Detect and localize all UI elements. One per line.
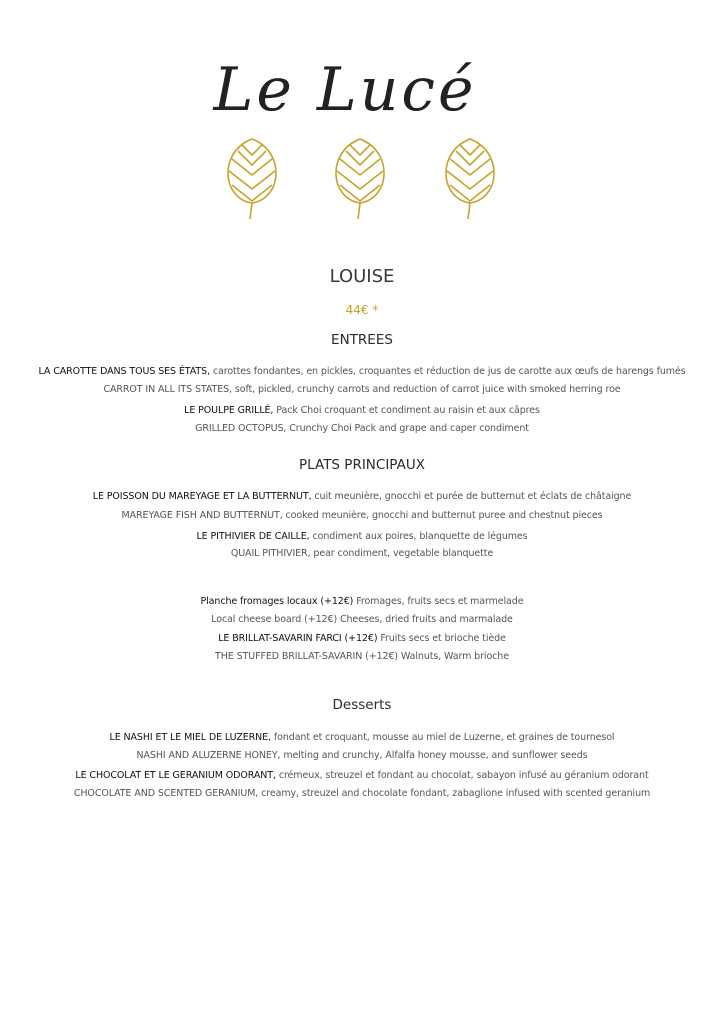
desserts-heading: Desserts	[332, 697, 392, 713]
dish-line	[0, 770, 724, 781]
logo-text: Le Lucé	[213, 55, 477, 125]
dish-description: carottes fondantes, en pickles, croquantes et réduction de jus de carotte aux œufs de harengs fumés	[209, 366, 686, 377]
plats-heading: PLATS PRINCIPAUX	[299, 457, 425, 473]
dish-line	[0, 596, 724, 607]
menu-title: LOUISE	[329, 266, 395, 287]
dish-english: THE STUFFED BRILLAT-SAVARIN (+12€) Walnuts, Warm brioche	[215, 651, 509, 662]
entrees-heading: ENTREES	[331, 332, 393, 348]
le-luce-logo	[185, 50, 505, 130]
dish-name: LE NASHI ET LE MIEL DE LUZERNE,	[109, 732, 271, 743]
dish-description: Fruits secs et brioche tiède	[377, 633, 506, 644]
dish-name: Planche fromages locaux (+12€)	[200, 596, 354, 607]
dish-description: Pack Choi croquant et condiment au raisin et aux câpres	[273, 405, 540, 416]
dish-line	[0, 531, 724, 542]
dish-description: cuit meunière, gnocchi et purée de butternut et éclats de châtaigne	[311, 491, 632, 502]
dish-name: LE POULPE GRILLÉ,	[184, 405, 274, 416]
dish-english: CARROT IN ALL ITS STATES, soft, pickled, crunchy carrots and reduction of carrot juice with smoked herring roe	[103, 384, 621, 395]
pine-cone-icon	[222, 135, 282, 223]
menu-price: 44€ *	[345, 303, 379, 317]
dish-english: CHOCOLATE AND SCENTED GERANIUM, creamy, streuzel and chocolate fondant, zabaglione infused with scented geranium	[73, 788, 651, 799]
dish-name: LE BRILLAT-SAVARIN FARCI (+12€)	[218, 633, 378, 644]
dish-description: crémeux, streuzel et fondant au chocolat, sabayon infusé au géranium odorant	[275, 770, 649, 781]
dish-line	[0, 405, 724, 416]
dish-english: QUAIL PITHIVIER, pear condiment, vegetable blanquette	[230, 548, 494, 559]
dish-name: LE CHOCOLAT ET LE GERANIUM ODORANT,	[75, 770, 276, 781]
dish-name: LE POISSON DU MAREYAGE ET LA BUTTERNUT,	[92, 491, 312, 502]
dish-line	[0, 732, 724, 743]
dish-line	[0, 491, 724, 502]
dish-english: Local cheese board (+12€) Cheeses, dried fruits and marmalade	[211, 614, 513, 625]
dish-line	[0, 633, 724, 644]
dish-description: condiment aux poires, blanquette de légumes	[309, 531, 528, 542]
dish-name: LA CAROTTE DANS TOUS SES ÉTATS,	[38, 366, 210, 377]
dish-english: GRILLED OCTOPUS, Crunchy Choi Pack and grape and caper condiment	[195, 423, 529, 434]
dish-line	[0, 366, 724, 377]
pine-cone-icon	[440, 135, 500, 223]
dish-english: MAREYAGE FISH AND BUTTERNUT, cooked meunière, gnocchi and butternut puree and chestnut pieces	[121, 510, 603, 521]
dish-description: fondant et croquant, mousse au miel de Luzerne, et graines de tournesol	[270, 732, 615, 743]
pine-cone-icon	[330, 135, 390, 223]
dish-description: Fromages, fruits secs et marmelade	[353, 596, 524, 607]
dish-english: NASHI AND ALUZERNE HONEY, melting and crunchy, Alfalfa honey mousse, and sunflower seeds	[136, 750, 588, 761]
dish-name: LE PITHIVIER DE CAILLE,	[196, 531, 310, 542]
